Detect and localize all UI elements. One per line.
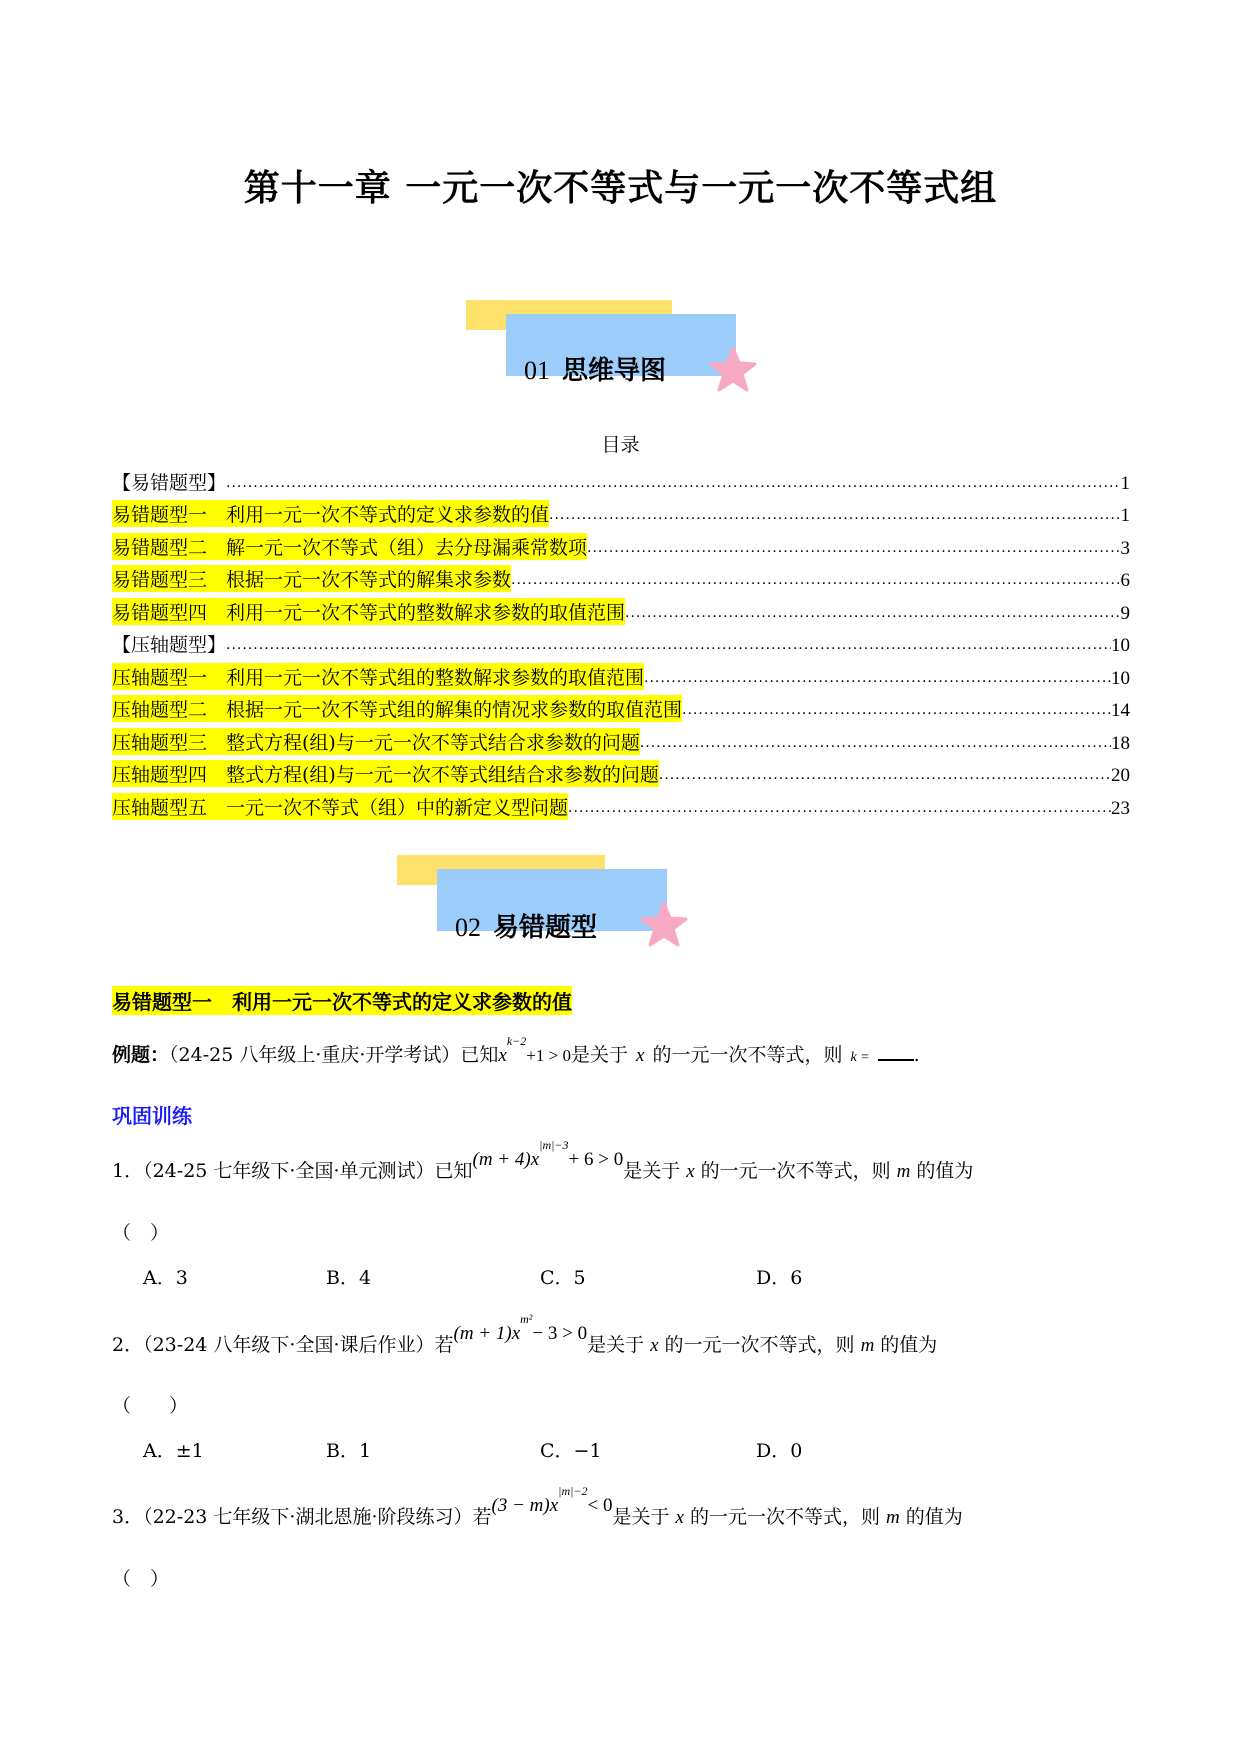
toc-entry-title: 压轴题型四 整式方程(组)与一元一次不等式组结合求参数的问题: [112, 760, 659, 787]
toc-entry-title: 【压轴题型】: [112, 634, 227, 656]
question-1: 1．（24-25 七年级下·全国·单元测试）已知$(m + 4)x^{|m|-3}+ 6 > 0$是关于 x 的一元一次不等式，则 m 的值为: [112, 1138, 974, 1182]
star-icon: [708, 346, 758, 394]
question-2-option-b[interactable]: B．1: [326, 1440, 372, 1462]
question-2-option-a[interactable]: A．±1: [143, 1440, 204, 1462]
toc-entry-title: 易错题型一 利用一元一次不等式的定义求参数的值: [112, 500, 549, 527]
toc-row[interactable]: [112, 495, 1130, 528]
toc-leader-dots: [682, 700, 1111, 722]
toc-page-number: 20: [1111, 765, 1130, 786]
toc-row[interactable]: [112, 592, 1130, 625]
toc-row[interactable]: [112, 657, 1130, 690]
question-1-option-b[interactable]: B．4: [326, 1267, 372, 1289]
toc-entry-title: 压轴题型五 一元一次不等式（组）中的新定义型问题: [112, 793, 568, 820]
toc-leader-dots: [549, 505, 1120, 527]
question-1-paren: （ ）: [112, 1222, 170, 1244]
toc-row[interactable]: [112, 787, 1130, 820]
toc-row[interactable]: [112, 755, 1130, 788]
toc-leader-dots: [625, 603, 1120, 625]
toc-leader-dots: [226, 635, 1111, 657]
toc-leader-dots: [226, 473, 1120, 495]
toc-entry-title: 易错题型三 根据一元一次不等式的解集求参数: [112, 565, 511, 592]
section-heading: 易错题型一 利用一元一次不等式的定义求参数的值: [112, 986, 572, 1015]
toc-leader-dots: [659, 765, 1111, 787]
example-source: （24-25 八年级上·重庆·开学考试）已知: [169, 1044, 499, 1066]
toc-row[interactable]: [112, 722, 1130, 755]
page-title: 第十一章 一元一次不等式与一元一次不等式组: [243, 168, 998, 209]
question-1-option-d[interactable]: D．6: [756, 1267, 803, 1289]
toc-row[interactable]: [112, 560, 1130, 593]
toc-row[interactable]: [112, 690, 1130, 723]
question-2-option-d[interactable]: D．0: [756, 1440, 803, 1462]
question-1-option-c[interactable]: C．5: [540, 1267, 586, 1289]
badge-label: 思维导图: [562, 356, 667, 386]
toc-page-number: 1: [1120, 472, 1130, 494]
practice-label: 巩固训练: [112, 1104, 192, 1128]
toc-heading: 目录: [601, 434, 640, 456]
question-3-paren: （ ）: [112, 1568, 170, 1590]
answer-blank: [878, 1043, 914, 1061]
example-expression: $x^{k-2}+1 > 0$: [498, 1034, 571, 1066]
toc-leader-dots: [511, 570, 1120, 592]
toc-leader-dots: [587, 538, 1120, 560]
question-1-option-a[interactable]: A．3: [143, 1267, 188, 1289]
toc-page-number: 6: [1120, 570, 1130, 591]
table-of-contents: [112, 462, 1130, 820]
toc-entry-title: 【易错题型】: [112, 471, 227, 494]
star-icon: [639, 901, 689, 949]
badge-number: 02: [455, 913, 481, 942]
question-2: 2．（23-24 八年级下·全国·课后作业）若$(m + 1)x^{m^2}- 3 > 0$是关于 x 的一元一次不等式，则 m 的值为: [112, 1312, 938, 1356]
toc-page-number: 3: [1120, 537, 1130, 559]
toc-row[interactable]: [112, 625, 1130, 658]
question-2-option-c[interactable]: C．−1: [540, 1440, 602, 1462]
toc-entry-title: 压轴题型一 利用一元一次不等式组的整数解求参数的取值范围: [112, 663, 644, 690]
toc-page-number: 10: [1111, 667, 1130, 689]
toc-leader-dots: [644, 668, 1111, 690]
toc-page-number: 9: [1120, 602, 1130, 624]
example-label: 例题：: [112, 1044, 170, 1066]
toc-page-number: 18: [1111, 732, 1130, 754]
section-badge-mindmap: [466, 300, 766, 386]
question-2-paren: （ ）: [112, 1395, 189, 1417]
toc-entry-title: 压轴题型二 根据一元一次不等式组的解集的情况求参数的取值范围: [112, 695, 682, 722]
toc-page-number: 10: [1111, 635, 1130, 656]
toc-entry-title: 压轴题型三 整式方程(组)与一元一次不等式结合求参数的问题: [112, 728, 640, 755]
question-3: 3．（22-23 七年级下·湖北恩施·阶段练习）若$(3 - m)x^{|m|-2}< 0$是关于 x 的一元一次不等式，则 m 的值为: [112, 1484, 963, 1528]
toc-entry-title: 易错题型四 利用一元一次不等式的整数解求参数的取值范围: [112, 598, 625, 625]
toc-leader-dots: [568, 798, 1111, 820]
toc-leader-dots: [640, 733, 1111, 755]
example-line: 例题：（24-25 八年级上·重庆·开学考试）已知$x^{k-2}+1 > 0$是关于 x 的一元一次不等式，则 k = .: [112, 1034, 920, 1066]
toc-row[interactable]: [112, 462, 1130, 495]
toc-page-number: 14: [1111, 700, 1130, 721]
toc-entry-title: 易错题型二 解一元一次不等式（组）去分母漏乘常数项: [112, 533, 587, 560]
badge-label: 易错题型: [493, 913, 598, 943]
toc-page-number: 1: [1120, 505, 1130, 526]
toc-page-number: 23: [1111, 797, 1130, 819]
badge-number: 01: [524, 356, 550, 385]
toc-row[interactable]: [112, 527, 1130, 560]
section-badge-errors: [397, 855, 717, 945]
